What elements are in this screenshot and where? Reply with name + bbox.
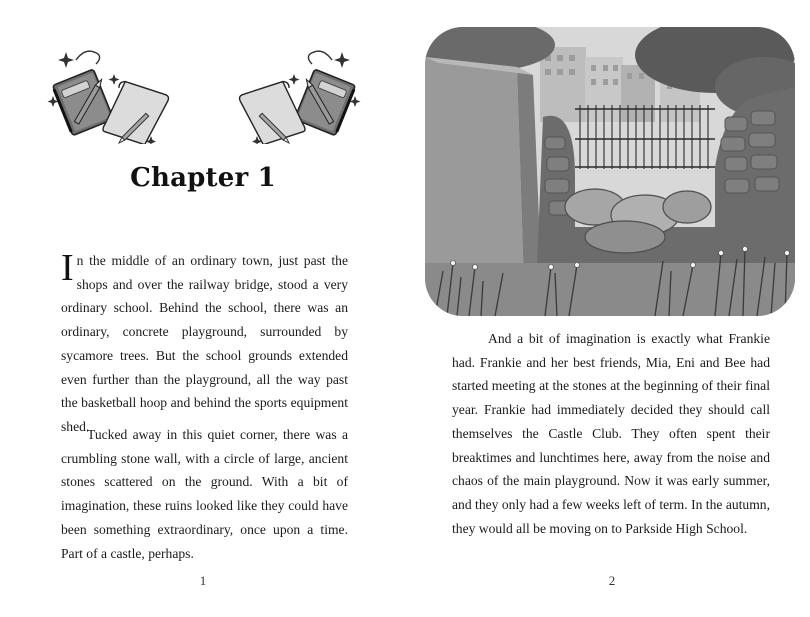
right-paragraph-1 [452,327,770,540]
left-paragraph-2 [61,423,348,565]
notebook-scroll-icon [46,44,176,144]
left-paragraph-1 [61,249,348,439]
left-paragraph-1-text: n the middle of an ordinary town, just past the shops and over the railway bridge, stood a very ordinary school. Behind the school, there was an ordinary, concrete playground, surrounded by sycamore trees. But the school grounds extended even further than the playground, all the way past the basketball hoop and behind the sports equipment shed. [61,253,348,434]
right-paragraph-1-text: And a bit of imagination is exactly what Frankie had. Frankie and her best friends, Mia, Eni and Bee had started meeting at the stones at the beginning of their final year. Frankie had immediately decided they should call themselves the Castle Club. They often spent their breaktimes and lunchtimes here, away from the noise and chaos of the main playground. Now it was early summer, and they only had a few weeks left of term. In the autumn, they would all be moving on to Parkside High School. [452,331,770,536]
left-paragraph-2-text: Tucked away in this quiet corner, there was a crumbling stone wall, with a circle of large, ancient stones scattered on the ground. With a bit of imagination, these ruins looked like they could have been something extraordinary, once upon a time. Part of a castle, perhaps. [61,427,348,561]
page-number-left: 1 [199,573,207,588]
chapter-title: Chapter 1 [130,163,276,193]
page-number-right: 2 [608,573,616,588]
notebook-scroll-icon-mirrored [232,44,362,144]
right-page [405,0,810,617]
ruined-wall-illustration [425,27,795,316]
drop-cap: I [61,247,74,289]
